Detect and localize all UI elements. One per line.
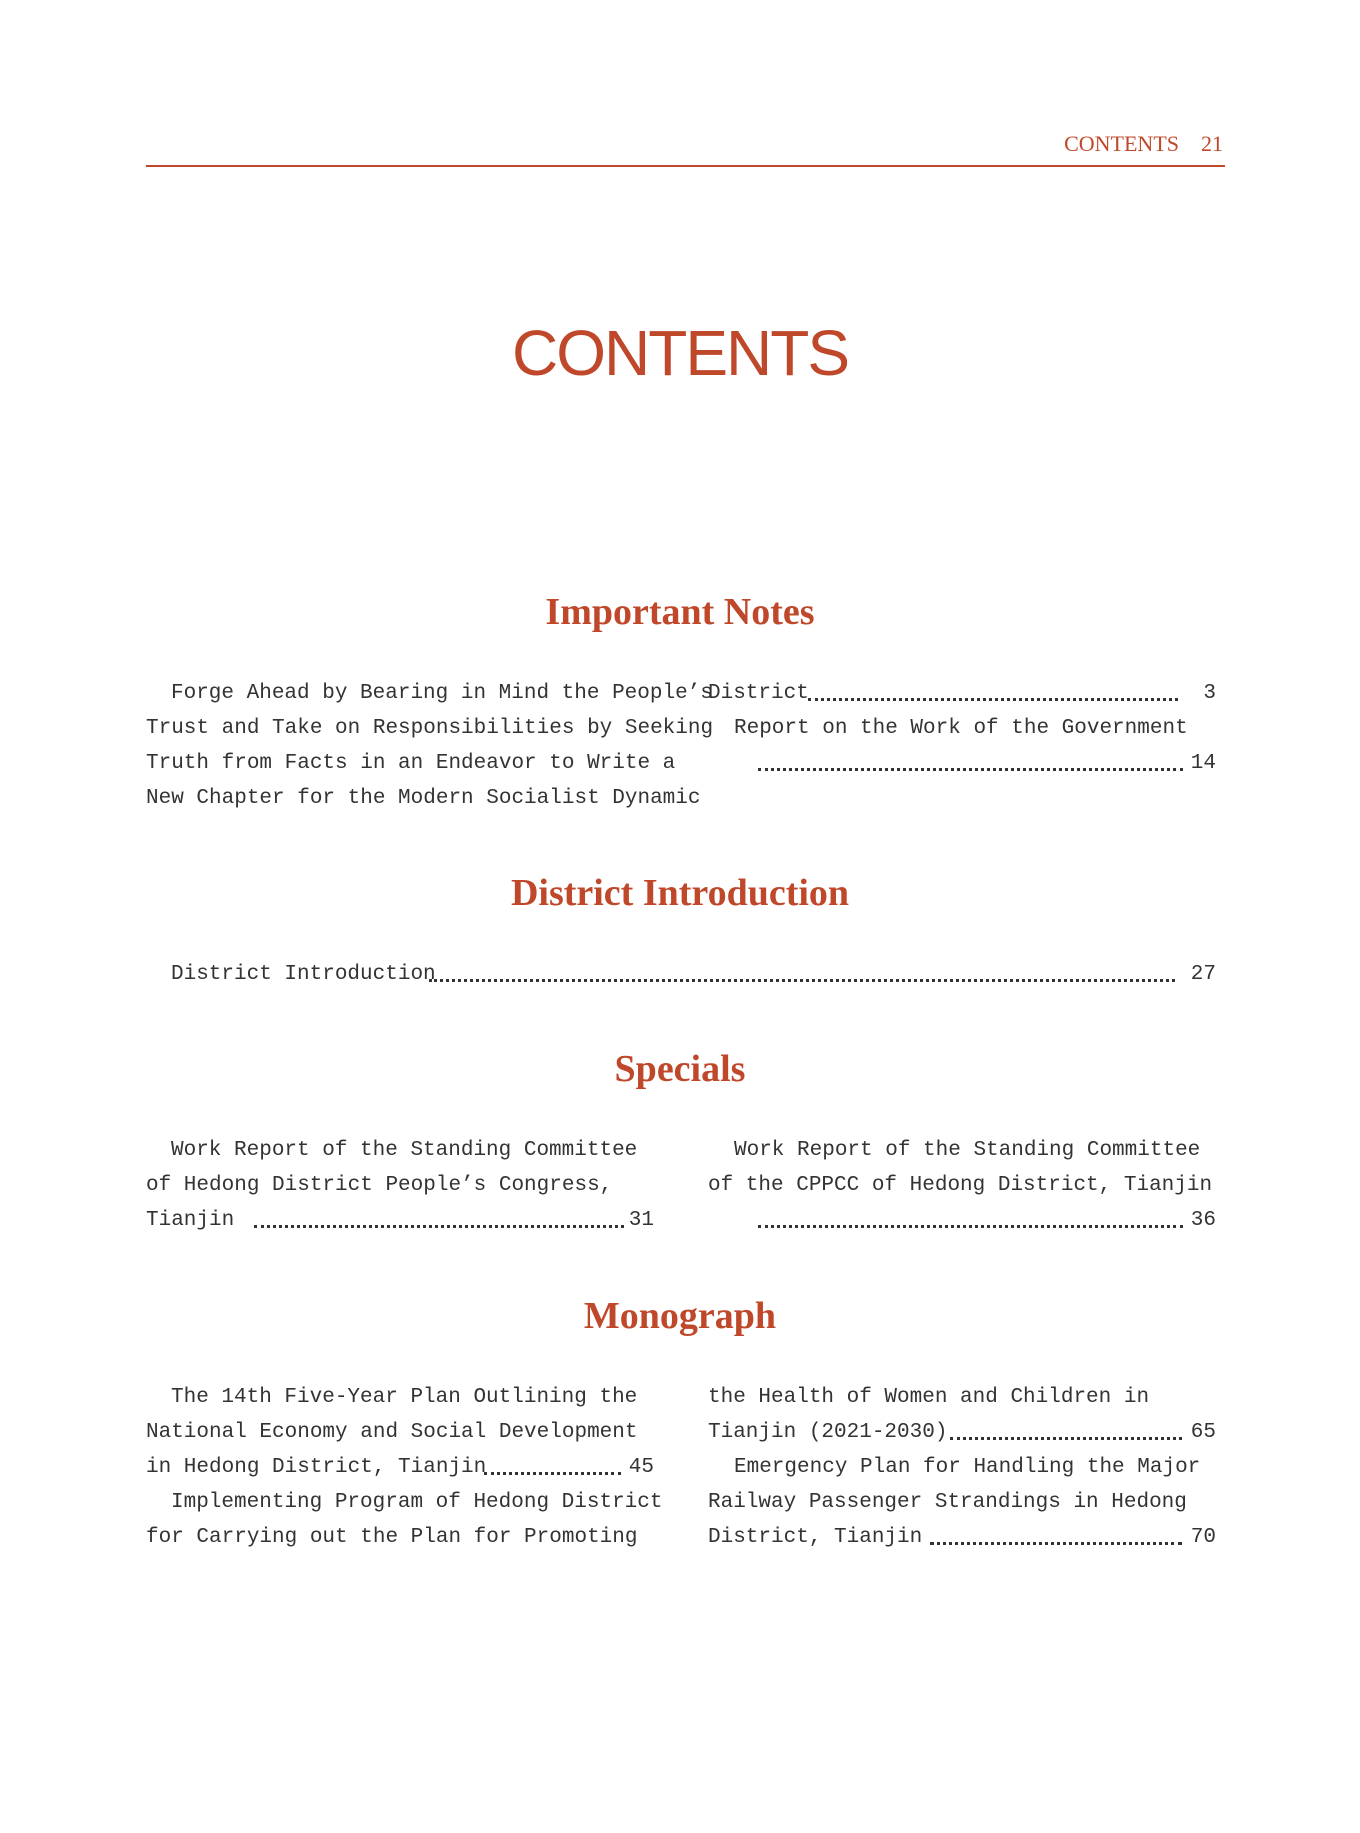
dot-leader — [950, 1437, 1182, 1440]
page-title: CONTENTS — [512, 317, 848, 389]
section-heading-monograph: Monograph — [583, 1295, 777, 1337]
toc-entry-line[interactable]: National Economy and Social Development — [146, 1421, 638, 1444]
toc-entry-line[interactable]: of Hedong District People’s Congress, — [146, 1174, 613, 1197]
toc-entry-line[interactable]: Truth from Facts in an Endeavor to Write a — [146, 752, 676, 775]
toc-page-number: 65 — [1190, 1421, 1216, 1444]
toc-entry-line[interactable]: Report on the Work of the Government — [734, 717, 1188, 740]
toc-page-number: 45 — [628, 1456, 654, 1479]
dot-leader — [930, 1542, 1182, 1545]
running-header-label: CONTENTS — [1064, 131, 1179, 156]
section-heading-important-notes: Important Notes — [545, 591, 815, 633]
toc-entry-line[interactable]: District Introduction 27 — [171, 957, 1216, 992]
toc-entry-line[interactable]: in Hedong District, Tianjin 45 — [146, 1450, 654, 1485]
dot-leader — [429, 979, 1175, 982]
toc-page-number: 3 — [1203, 682, 1216, 705]
toc-entry-line[interactable]: District 3 — [708, 676, 1216, 711]
toc-entry-line[interactable]: Tianjin (2021-2030) 65 — [708, 1415, 1216, 1450]
toc-entry-line[interactable]: for Carrying out the Plan for Promoting — [146, 1526, 638, 1549]
toc-page-number: 31 — [628, 1209, 654, 1232]
toc-page-number: 27 — [1190, 963, 1216, 986]
toc-entry-line[interactable]: of the CPPCC of Hedong District, Tianjin — [708, 1174, 1213, 1197]
toc-page-number: 70 — [1190, 1526, 1216, 1549]
running-header — [146, 131, 1225, 167]
dot-leader — [808, 698, 1178, 701]
dot-leader — [758, 1225, 1183, 1228]
toc-entry-line[interactable]: Tianjin 31 — [146, 1203, 654, 1238]
toc-entry-line[interactable]: Work Report of the Standing Committee — [734, 1139, 1201, 1162]
toc-entry-line[interactable]: The 14th Five-Year Plan Outlining the — [171, 1386, 638, 1409]
toc-entry-line[interactable]: New Chapter for the Modern Socialist Dynamic — [146, 787, 701, 810]
dot-leader — [758, 768, 1183, 771]
toc-entry-line[interactable]: District, Tianjin 70 — [708, 1520, 1216, 1555]
toc-page-number: 36 — [1190, 1209, 1216, 1232]
toc-entry-line[interactable]: Work Report of the Standing Committee — [171, 1139, 638, 1162]
dot-leader — [254, 1225, 624, 1228]
toc-entry-line[interactable]: Trust and Take on Responsibilities by Seeking — [146, 717, 714, 740]
toc-entry-line[interactable]: the Health of Women and Children in — [708, 1386, 1150, 1409]
running-header-page-number: 21 — [1201, 131, 1223, 156]
toc-entry-line[interactable] — [708, 1203, 1216, 1238]
toc-page-number: 14 — [1190, 752, 1216, 775]
dot-leader — [484, 1472, 621, 1475]
toc-entry-line[interactable] — [708, 746, 1216, 781]
toc-entry-line[interactable]: Railway Passenger Strandings in Hedong — [708, 1491, 1187, 1514]
toc-entry-line[interactable]: Emergency Plan for Handling the Major — [734, 1456, 1201, 1479]
section-heading-district-introduction: District Introduction — [510, 872, 850, 914]
toc-entry-line[interactable]: Implementing Program of Hedong District — [171, 1491, 663, 1514]
toc-entry-line[interactable]: Forge Ahead by Bearing in Mind the People’s — [171, 682, 713, 705]
section-heading-specials: Specials — [614, 1048, 746, 1090]
